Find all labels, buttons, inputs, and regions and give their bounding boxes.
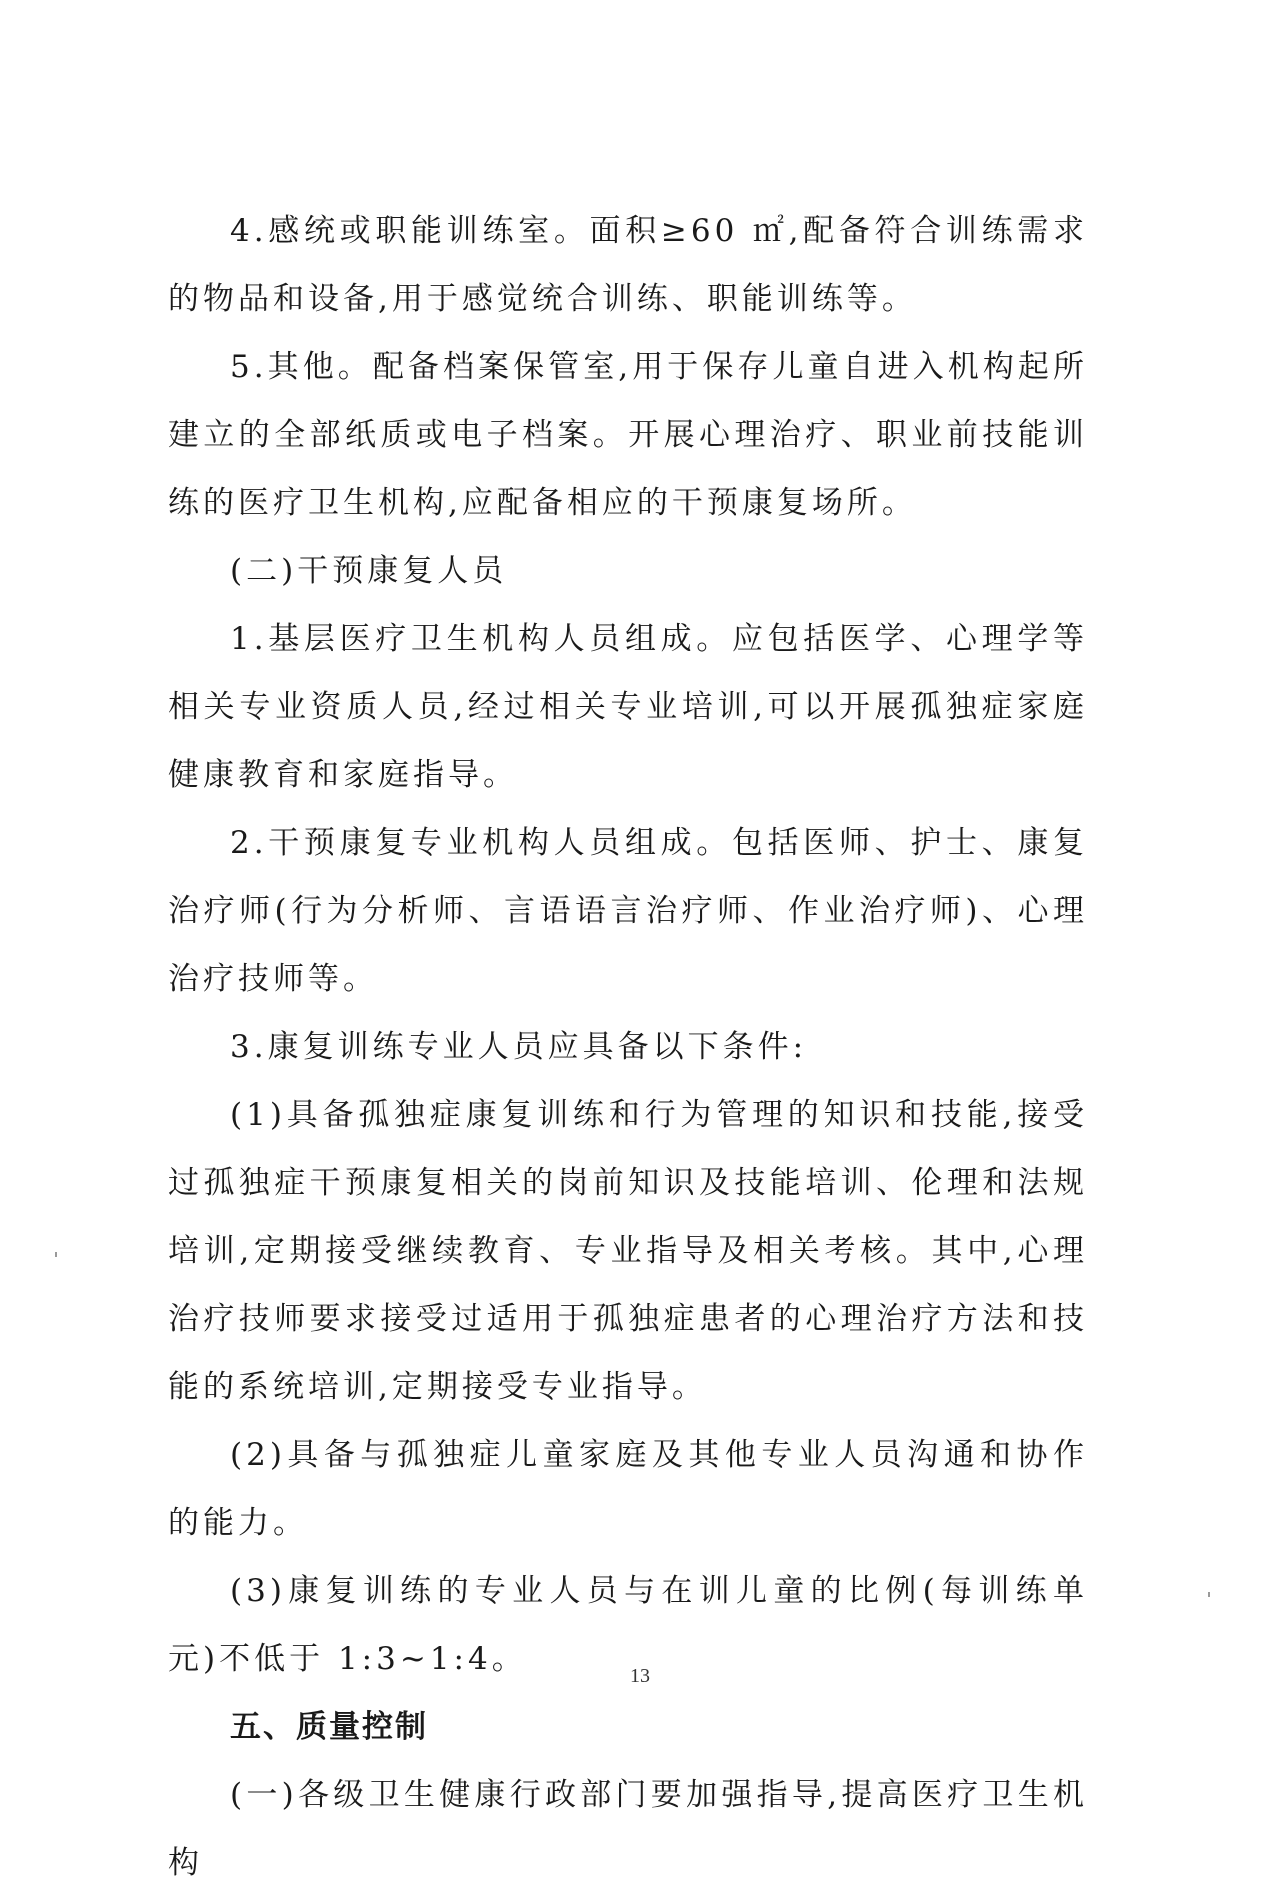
paragraph-staff-requirements: 3.康复训练专业人员应具备以下条件: [230, 1029, 808, 1065]
paragraph-quality-control-1: (一)各级卫生健康行政部门要加强指导,提高医疗卫生机构 [168, 1777, 1088, 1881]
scan-speck [55, 1252, 57, 1257]
paragraph-sensory-training-room: 4.感统或职能训练室。面积≥60 ㎡,配备符合训练需求的物品和设备,用于感觉统合训练、职能训练等。 [168, 213, 1088, 317]
paragraph-requirement-1: (1)具备孤独症康复训练和行为管理的知识和技能,接受过孤独症干预康复相关的岗前知识及技能培训、伦理和法规培训,定期接受继续教育、专业指导及相关考核。其中,心理治疗技师要求接受过适用于孤独症患者的心理治疗方法和技能的系统培训,定期接受专业指导。 [168, 1097, 1088, 1405]
page-number: 13 [630, 1665, 650, 1687]
paragraph-specialized-staff: 2.干预康复专业机构人员组成。包括医师、护士、康复治疗师(行为分析师、言语语言治疗师、作业治疗师)、心理治疗技师等。 [168, 825, 1088, 997]
paragraph-primary-care-staff: 1.基层医疗卫生机构人员组成。应包括医学、心理学等相关专业资质人员,经过相关专业培训,可以开展孤独症家庭健康教育和家庭指导。 [168, 621, 1088, 793]
scan-speck [1208, 1592, 1210, 1597]
paragraph-requirement-3: (3)康复训练的专业人员与在训儿童的比例(每训练单元)不低于 1:3~1:4。 [168, 1573, 1088, 1677]
paragraph-other-facilities: 5.其他。配备档案保管室,用于保存儿童自进入机构起所建立的全部纸质或电子档案。开展心理治疗、职业前技能训练的医疗卫生机构,应配备相应的干预康复场所。 [168, 349, 1088, 521]
paragraph-requirement-2: (2)具备与孤独症儿童家庭及其他专业人员沟通和协作的能力。 [168, 1437, 1088, 1541]
document-body [168, 197, 1088, 1897]
section-heading-quality-control: 五、质量控制 [230, 1709, 428, 1745]
subheading-intervention-staff: (二)干预康复人员 [230, 553, 508, 589]
